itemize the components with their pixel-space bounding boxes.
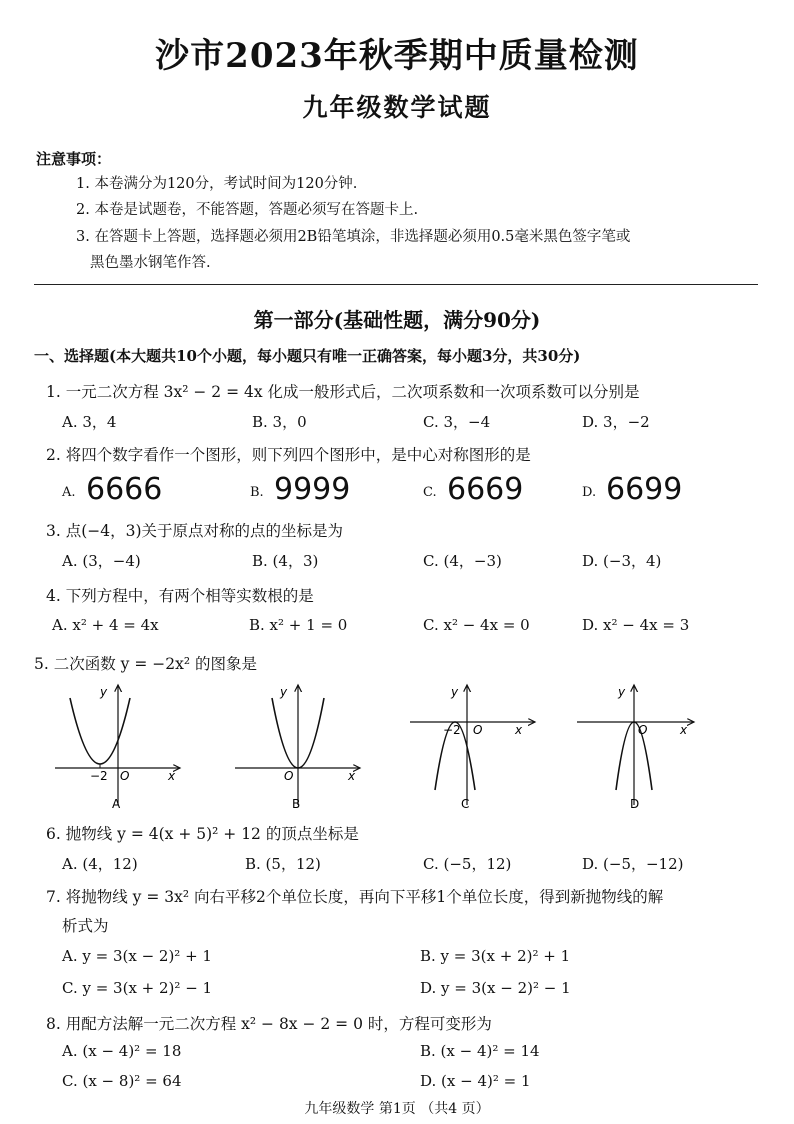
option-figure: 9999 <box>274 472 351 507</box>
x-axis-label: x <box>515 723 523 737</box>
origin-label: O <box>284 769 294 783</box>
option: A. (3，−4) <box>62 552 141 570</box>
y-axis-label: y <box>618 685 626 699</box>
notice-item: 黑色墨水钢笔作答. <box>90 255 211 271</box>
option: D. (−5，−12) <box>582 855 684 873</box>
parabola-curve <box>70 698 130 764</box>
question-stem: 5. 二次函数 y = −2x² 的图象是 <box>34 655 257 673</box>
option: A. 3，4 <box>62 413 117 431</box>
y-axis-label: y <box>280 685 288 699</box>
option-figure: 6669 <box>447 472 524 507</box>
question-stem: 4. 下列方程中，有两个相等实数根的是 <box>46 587 314 605</box>
part-heading: 第一部分(基础性题，满分90分) <box>253 308 541 332</box>
origin-label: O <box>638 723 648 737</box>
origin-label: O <box>120 769 130 783</box>
graph-d <box>572 680 712 810</box>
option-letter: B. <box>250 485 264 500</box>
option: A. x² + 4 = 4x <box>52 616 159 634</box>
question-stem: 6. 抛物线 y = 4(x + 5)² + 12 的顶点坐标是 <box>46 825 359 843</box>
page-footer: 九年级数学 第1页 （共4 页） <box>304 1101 490 1117</box>
option: C. (x − 8)² = 64 <box>62 1072 182 1090</box>
question-stem: 7. 将抛物线 y = 3x² 向右平移2个单位长度，再向下平移1个单位长度，得到新抛物线的解 <box>46 888 664 906</box>
question-stem: 2. 将四个数字看作一个图形，则下列四个图形中，是中心对称图形的是 <box>46 446 531 464</box>
x-axis-label: x <box>348 769 356 783</box>
x-axis-label: x <box>680 723 688 737</box>
graph-letter: A <box>112 797 121 810</box>
option: D. y = 3(x − 2)² − 1 <box>420 979 571 997</box>
x-axis-label: x <box>168 769 176 783</box>
notice-item: 2. 本卷是试题卷，不能答题，答题必须写在答题卡上. <box>76 202 419 218</box>
option: B. (4，3) <box>252 552 319 570</box>
graph-letter: C <box>461 797 470 810</box>
y-axis-label: y <box>451 685 459 699</box>
option: B. 3，0 <box>252 413 307 431</box>
option-letter: A. <box>62 485 76 500</box>
exam-title: 沙市2023年秋季期中质量检测 <box>155 36 639 76</box>
option: B. (5，12) <box>245 855 321 873</box>
option-figure: 6699 <box>606 472 683 507</box>
option: C. (−5，12) <box>423 855 512 873</box>
notice-heading: 注意事项： <box>36 150 112 168</box>
option: C. 3，−4 <box>423 413 491 431</box>
option-letter: C. <box>423 485 437 500</box>
option: B. (x − 4)² = 14 <box>420 1042 540 1060</box>
graph-letter: B <box>292 797 301 810</box>
notice-item: 1. 本卷满分为120分，考试时间为120分钟. <box>76 176 358 192</box>
question-stem: 8. 用配方法解一元二次方程 x² − 8x − 2 = 0 时，方程可变形为 <box>46 1015 492 1033</box>
option: A. (4，12) <box>62 855 138 873</box>
option: D. x² − 4x = 3 <box>582 616 690 634</box>
tick-label: −2 <box>90 769 108 783</box>
divider <box>34 284 758 285</box>
option: D. (x − 4)² = 1 <box>420 1072 531 1090</box>
option: C. (4，−3) <box>423 552 502 570</box>
question-stem: 1. 一元二次方程 3x² − 2 = 4x 化成一般形式后，二次项系数和一次项系数可以分别是 <box>46 383 640 401</box>
graph-c <box>405 680 545 810</box>
exam-subtitle: 九年级数学试题 <box>302 93 492 122</box>
option: A. y = 3(x − 2)² + 1 <box>62 947 212 965</box>
graph-letter: D <box>630 797 640 810</box>
option: C. x² − 4x = 0 <box>423 616 530 634</box>
option-figure: 6666 <box>86 472 163 507</box>
section-heading: 一、选择题(本大题共10个小题，每小题只有唯一正确答案，每小题3分，共30分) <box>34 347 581 365</box>
notice-item: 3. 在答题卡上答题，选择题必须用2B铅笔填涂，非选择题必须用0.5毫米黑色签字笔或 <box>76 229 631 245</box>
option: B. y = 3(x + 2)² + 1 <box>420 947 571 965</box>
graph-b <box>230 680 370 810</box>
graph-a <box>50 680 190 810</box>
option: A. (x − 4)² = 18 <box>62 1042 182 1060</box>
option: B. x² + 1 = 0 <box>249 616 348 634</box>
option: C. y = 3(x + 2)² − 1 <box>62 979 213 997</box>
y-axis-label: y <box>100 685 108 699</box>
question-stem: 3. 点(−4，3)关于原点对称的点的坐标是为 <box>46 522 344 540</box>
tick-label: −2 <box>443 723 461 737</box>
option-letter: D. <box>582 485 597 500</box>
option: D. 3，−2 <box>582 413 650 431</box>
option: D. (−3，4) <box>582 552 662 570</box>
question-stem-continued: 析式为 <box>62 917 109 935</box>
origin-label: O <box>473 723 483 737</box>
